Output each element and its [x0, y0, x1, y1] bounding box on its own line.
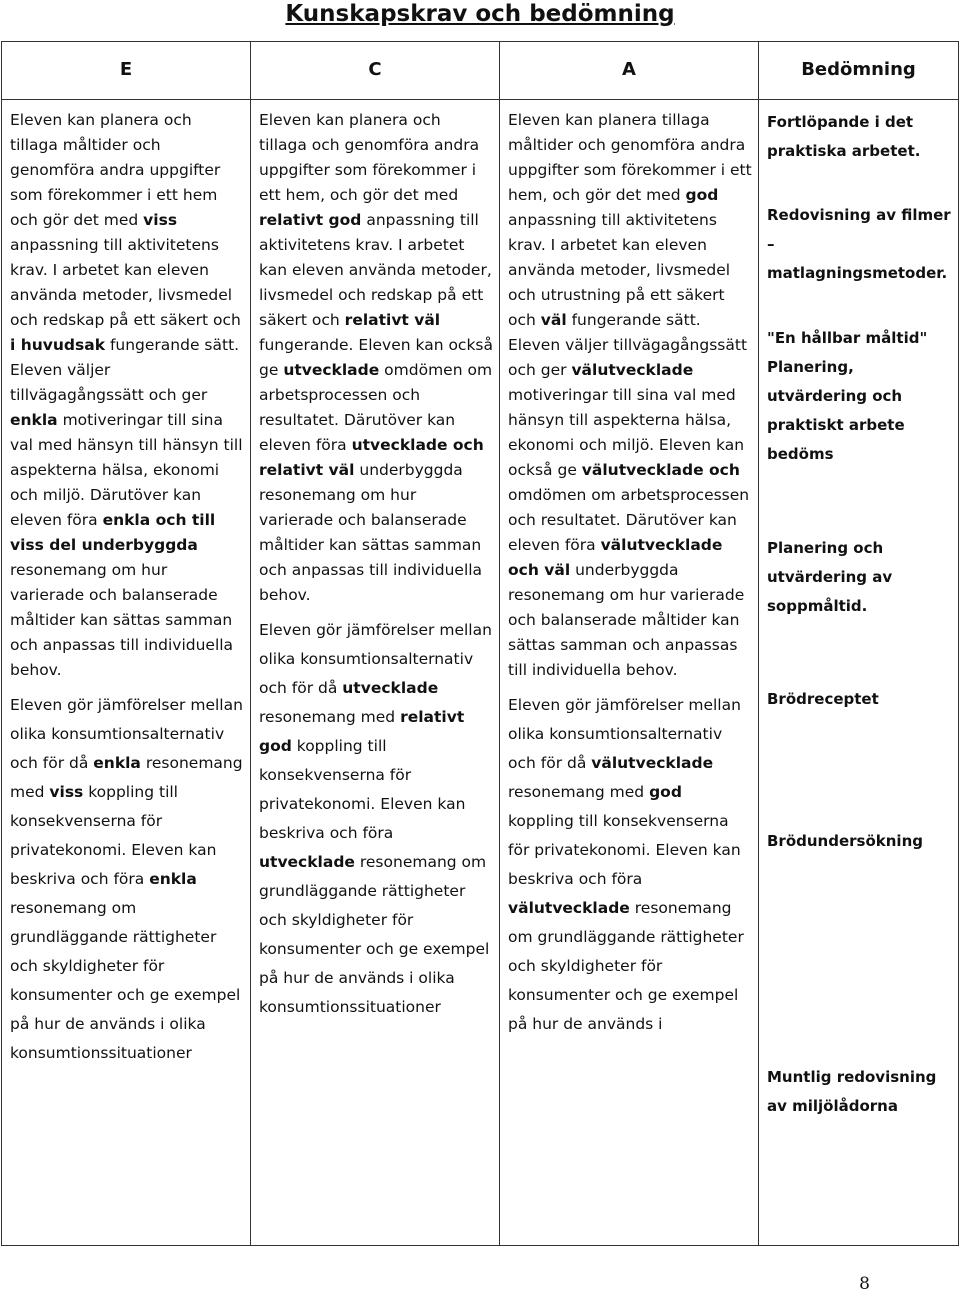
criteria-row: [2, 100, 959, 1246]
cell-e: [2, 100, 251, 1246]
bedomning-filmer: Redovisning av filmer – matlagningsmetoder.: [767, 206, 951, 282]
cell-c: [251, 100, 500, 1246]
c-paragraph-1: Eleven kan planera och tillaga och genomföra andra uppgifter som förekommer i ett hem, och gör det med relativt god anpassning till aktivitetens krav. I arbetet kan eleven använda metoder, livsmedel och redskap på ett säkert och relativt väl fungerande. Eleven kan också ge utvecklade omdömen om arbetsprocessen och resultatet. Därutöver kan eleven föra utvecklade och relativt väl underbyggda resonemang om hur varierade och balanserade måltider kan sättas samman och anpassas till individuella behov.: [259, 111, 494, 604]
bedomning-fortlopande: Fortlöpande i det praktiska arbetet.: [767, 113, 921, 160]
bedomning-soppmaltid: Planering och utvärdering av soppmåltid.: [767, 539, 893, 615]
e-paragraph-1: Eleven kan planera och tillaga måltider och genomföra andra uppgifter som förekommer i ett hem och gör det med viss anpassning till aktivitetens krav. I arbetet kan eleven använda metoder, livsmedel och redskap på ett säkert och i huvudsak fungerande sätt. Eleven väljer tillvägagångssätt och ger enkla motiveringar till sina val med hänsyn till hänsyn till aspekterna hälsa, ekonomi och miljö. Därutöver kan eleven föra enkla och till viss del underbyggda resonemang om hur varierade och balanserade måltider kan sättas samman och anpassas till individuella behov.: [10, 111, 243, 679]
a-paragraph-2: Eleven gör jämförelser mellan olika konsumtionsalternativ och för då välutvecklade resonemang med god koppling till konsekvenserna för privatekonomi. Eleven kan beskriva och föra välutvecklade resonemang om grundläggande rättigheter och skyldigheter för konsumenter och ge exempel på hur de används i: [508, 696, 744, 1033]
cell-a: [500, 100, 759, 1246]
cell-bedomning: [759, 100, 959, 1246]
bedomning-brodreceptet: Brödreceptet: [767, 690, 879, 708]
header-a: A: [500, 42, 759, 100]
bedomning-hallbar-maltid: "En hållbar måltid" Planering, utvärdering och praktiskt arbete bedöms: [767, 329, 928, 463]
page-number: 8: [859, 1274, 870, 1294]
header-row: [2, 42, 959, 100]
header-bedomning: Bedömning: [759, 42, 959, 100]
e-paragraph-2: Eleven gör jämförelser mellan olika konsumtionsalternativ och för då enkla resonemang med viss koppling till konsekvenserna för privatekonomi. Eleven kan beskriva och föra enkla resonemang om grundläggande rättigheter och skyldigheter för konsumenter och ge exempel på hur de används i olika konsumtionssituationer: [10, 696, 243, 1062]
page-title: Kunskapskrav och bedömning: [285, 1, 675, 27]
header-c: C: [251, 42, 500, 100]
criteria-table: [1, 41, 959, 1246]
c-paragraph-2: Eleven gör jämförelser mellan olika konsumtionsalternativ och för då utvecklade resonemang med relativt god koppling till konsekvenserna för privatekonomi. Eleven kan beskriva och föra utvecklade resonemang om grundläggande rättigheter och skyldigheter för konsumenter och ge exempel på hur de används i olika konsumtionssituationer: [259, 621, 492, 1016]
header-e: E: [2, 42, 251, 100]
bedomning-brodundersokning: Brödundersökning: [767, 832, 923, 850]
bedomning-miljoladorna: Muntlig redovisning av miljölådorna: [767, 1068, 937, 1115]
a-paragraph-1: Eleven kan planera tillaga måltider och genomföra andra uppgifter som förekommer i ett hem, och gör det med god anpassning till aktivitetens krav. I arbetet kan eleven använda metoder, livsmedel och utrustning på ett säkert och väl fungerande sätt. Eleven väljer tillvägagångssätt och ger välutvecklade motiveringar till sina val med hänsyn till aspekterna hälsa, ekonomi och miljö. Eleven kan också ge välutvecklade och omdömen om arbetsprocessen och resultatet. Därutöver kan eleven föra välutvecklade och väl underbyggda resonemang om hur varierade och balanserade måltider kan sättas samman och anpassas till individuella behov.: [508, 111, 752, 679]
